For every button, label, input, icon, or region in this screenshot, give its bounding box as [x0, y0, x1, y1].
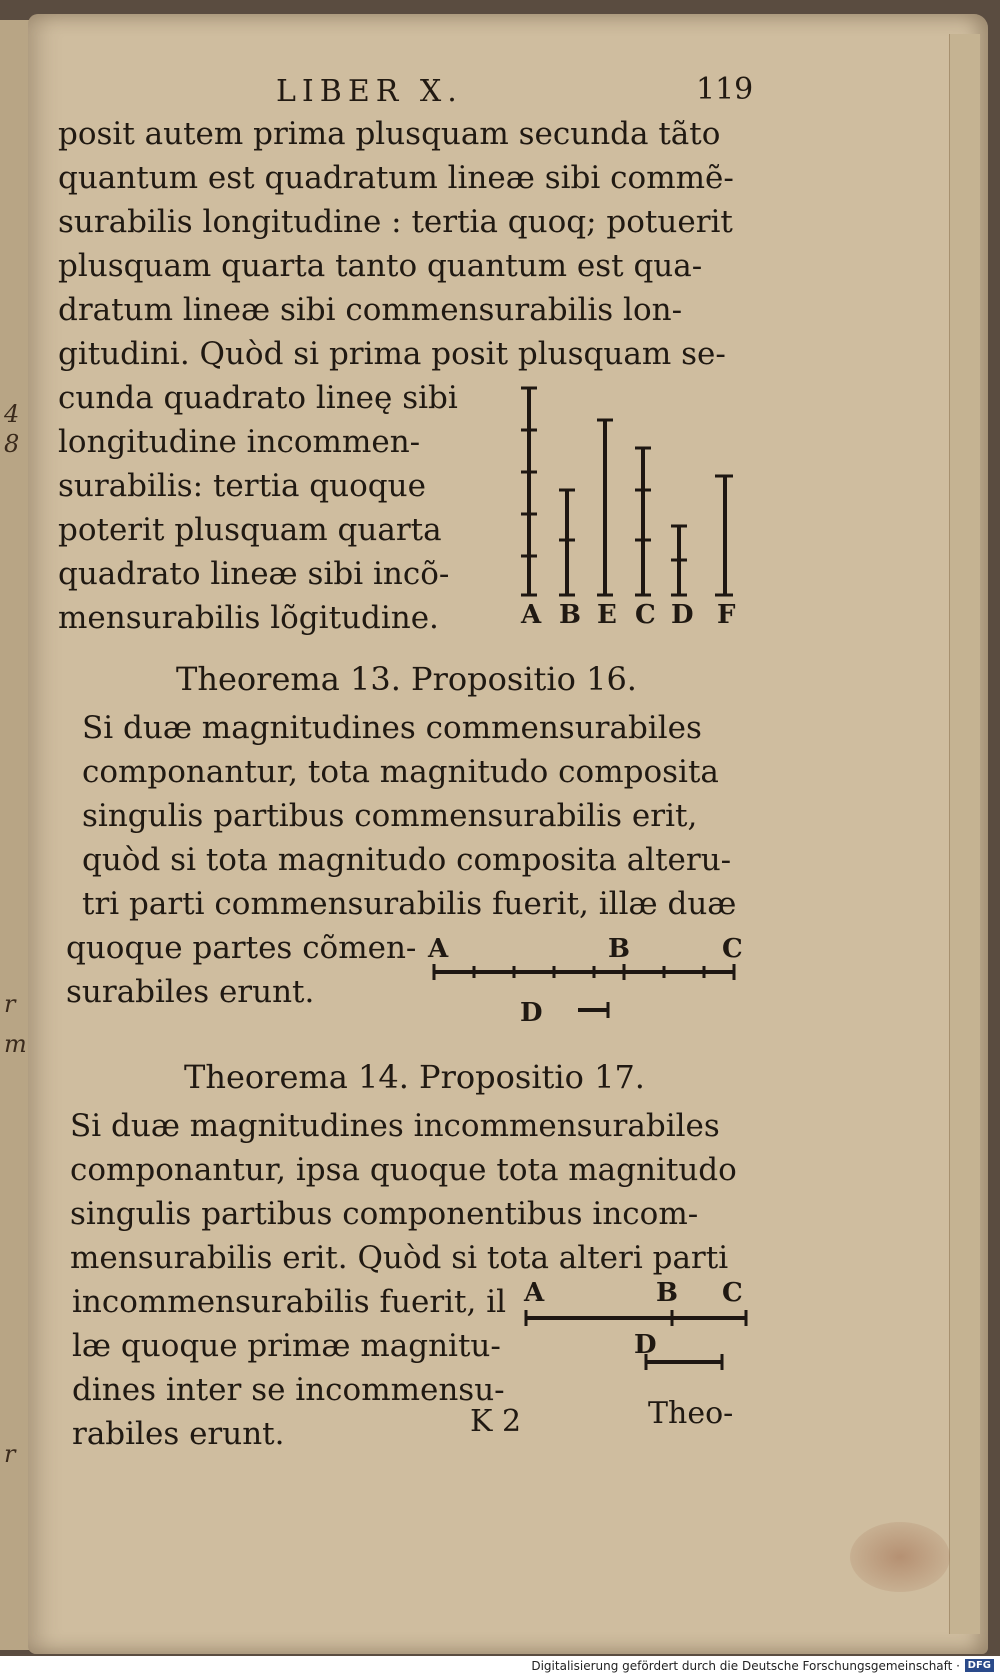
segment-label-a: A — [524, 1278, 545, 1308]
segment-label-b: B — [608, 934, 630, 964]
segment-label-c: C — [722, 1278, 743, 1308]
page-fore-edge — [949, 34, 980, 1634]
figure-label-c: C — [635, 600, 656, 630]
segment-label-d: D — [520, 998, 543, 1028]
text-line: quantum est quadratum lineæ sibi commẽ- — [58, 160, 734, 196]
text-line: singulis partibus commensurabilis erit, — [82, 798, 698, 834]
margin-fragment: m — [4, 1030, 27, 1058]
text-line: Si duæ magnitudines commensurabiles — [82, 710, 702, 746]
theorem-13-text — [82, 706, 742, 926]
vertical-lines-figure — [515, 380, 755, 620]
text-line: poterit plusquam quarta — [58, 512, 442, 548]
text-line: quoque partes cõmen- — [66, 930, 417, 966]
theorem-13-segment-figure — [428, 954, 748, 1024]
opening-paragraph — [58, 112, 744, 376]
segment-label-d: D — [634, 1330, 657, 1360]
text-line: Si duæ magnitudines incommensurabiles — [70, 1108, 720, 1144]
text-line: gitudini. Quòd si prima posit plusquam se- — [58, 336, 726, 372]
text-line: rabiles erunt. — [72, 1416, 285, 1452]
text-line: longitudine incommen- — [58, 424, 421, 460]
text-line: tri parti commensurabilis fuerit, illæ duæ — [82, 886, 737, 922]
margin-fragment: r — [4, 990, 16, 1018]
paper-stain — [850, 1522, 950, 1592]
theorem-13-side-text — [66, 926, 426, 1014]
text-line: incommensurabilis fuerit, il — [72, 1284, 507, 1320]
text-line: plusquam quarta tanto quantum est qua- — [58, 248, 703, 284]
margin-fragment: 8 — [4, 430, 20, 458]
margin-fragment: r — [4, 1440, 16, 1468]
theorem-14-text — [70, 1104, 742, 1280]
footer-credit: Digitalisierung gefördert durch die Deutsche Forschungsgemeinschaft · — [531, 1659, 960, 1673]
opening-paragraph-side — [58, 376, 458, 640]
text-line: læ quoque primæ magnitu- — [72, 1328, 501, 1364]
text-line: dines inter se incommensu- — [72, 1372, 505, 1408]
text-line: mensurabilis lõgitudine. — [58, 600, 439, 636]
text-line: surabiles erunt. — [66, 974, 315, 1010]
text-line: mensurabilis erit. Quòd si tota alteri parti — [70, 1240, 729, 1276]
running-head: LIBER X. — [276, 74, 463, 109]
text-line: dratum lineæ sibi commensurabilis lon- — [58, 292, 683, 328]
theorem-13-heading: Theorema 13. Propositio 16. — [176, 660, 637, 698]
text-line: componantur, ipsa quoque tota magnitudo — [70, 1152, 737, 1188]
margin-fragment: 4 — [4, 400, 20, 428]
figure-label-f: F — [717, 600, 736, 630]
segment-label-b: B — [656, 1278, 678, 1308]
figure-label-d: D — [671, 600, 694, 630]
figure-label-e: E — [597, 600, 617, 630]
page-number: 119 — [696, 72, 754, 107]
signature-mark: K 2 — [470, 1404, 522, 1439]
catchword: Theo- — [648, 1396, 734, 1431]
text-line: quòd si tota magnitudo composita alteru- — [82, 842, 732, 878]
theorem-14-side-text — [72, 1280, 512, 1456]
segment-label-a: A — [428, 934, 449, 964]
theorem-14-heading: Theorema 14. Propositio 17. — [184, 1058, 645, 1096]
text-line: surabilis longitudine : tertia quoq; potuerit — [58, 204, 733, 240]
text-line: posit autem prima plusquam secunda tãto — [58, 116, 721, 152]
text-line: quadrato lineæ sibi incõ- — [58, 556, 450, 592]
figure-label-a: A — [521, 600, 542, 630]
dfg-logo: DFG — [965, 1659, 994, 1672]
text-line: cunda quadrato lineę sibi — [58, 380, 458, 416]
figure-label-b: B — [559, 600, 581, 630]
text-line: singulis partibus componentibus incom- — [70, 1196, 699, 1232]
text-line: componantur, tota magnitudo composita — [82, 754, 719, 790]
segment-label-c: C — [722, 934, 743, 964]
text-line: surabilis: tertia quoque — [58, 468, 426, 504]
